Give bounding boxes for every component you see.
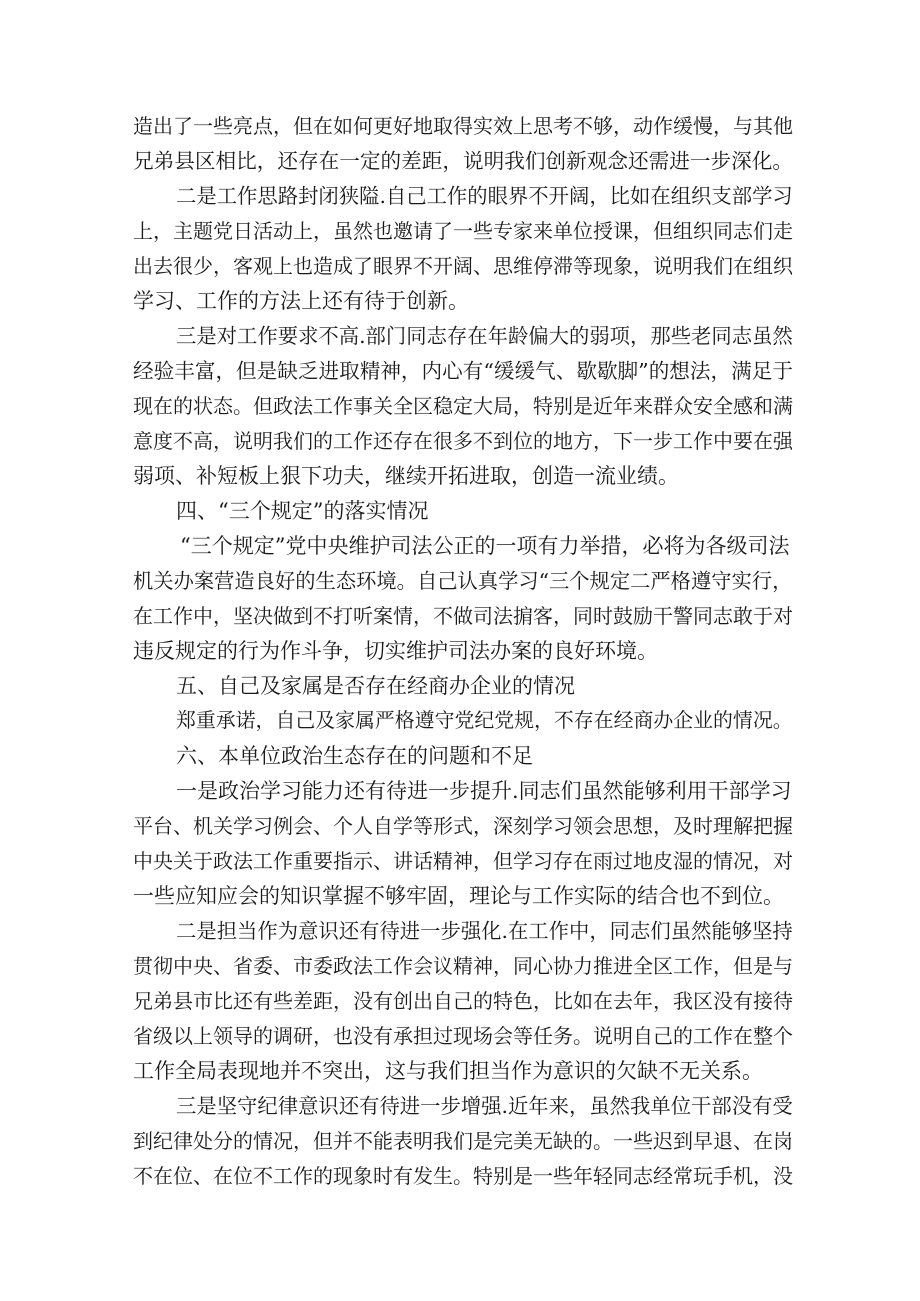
text-line-8: 经验丰富，但是缺乏进取精神，内心有“缓缓气、歇歇脚”的想法，满足于 [133, 359, 793, 383]
text-line-13: “三个规定”党中央维护司法公正的一项有力举措，必将为各级司法 [180, 534, 790, 558]
text-line-29: 三是坚守纪律意识还有待进一步增强.近年来，虽然我单位干部没有受 [176, 1094, 793, 1118]
text-line-9: 现在的状态。但政法工作事关全区稳定大局，特别是近年来群众安全感和满 [133, 394, 793, 418]
text-line-11: 弱项、补短板上狠下功夫，继续开拓进取，创造一流业绩。 [133, 464, 679, 488]
text-line-15: 在工作中，坚决做到不打听案情，不做司法掮客，同时鼓励干警同志敢于对 [133, 604, 793, 628]
section-heading-5: 五、自己及家属是否存在经商办企业的情况 [176, 674, 575, 698]
text-line-18: 郑重承诺，自己及家属严格遵守党纪党规，不存在经商办企业的情况。 [176, 709, 793, 732]
text-line-31: 不在位、在位不工作的现象时有发生。特别是一些年轻同志经常玩手机，没 [133, 1164, 793, 1188]
text-line-10: 意度不高，说明我们的工作还存在很多不到位的地方，下一步工作中要在强 [133, 429, 793, 453]
text-line-7: 三是对工作要求不高.部门同志存在年龄偏大的弱项，那些老同志虽然 [176, 324, 793, 348]
text-line-23: 一些应知应会的知识掌握不够牢固，理论与工作实际的结合也不到位。 [133, 884, 784, 908]
text-line-30: 到纪律处分的情况，但并不能表明我们是完美无缺的。一些迟到早退、在岗 [133, 1129, 793, 1153]
section-heading-4: 四、“三个规定”的落实情况 [176, 499, 429, 523]
text-line-2: 兄弟县区相比，还存在一定的差距，说明我们创新观念还需进一步深化。 [133, 149, 794, 173]
text-line-25: 贯彻中央、省委、市委政法工作会议精神，同心协力推进全区工作，但是与 [133, 954, 793, 978]
text-line-5: 出去很少，客观上也造成了眼界不开阔、思维停滞等现象，说明我们在组织 [133, 254, 793, 278]
text-line-28: 工作全局表现地并不突出，这与我们担当作为意识的欠缺不无关系。 [133, 1059, 763, 1083]
text-line-21: 平台、机关学习例会、个人自学等形式，深刻学习领会思想，及时理解把握 [133, 814, 793, 838]
text-line-14: 机关办案营造良好的生态环境。自己认真学习“三个规定二严格遵守实行， [133, 569, 793, 593]
text-line-3: 二是工作思路封闭狭隘.自己工作的眼界不开阔，比如在组织支部学习 [176, 184, 793, 208]
text-line-6: 学习、工作的方法上还有待于创新。 [133, 289, 469, 313]
section-heading-6: 六、本单位政治生态存在的问题和不足 [176, 744, 533, 768]
text-line-22: 中央关于政法工作重要指示、讲话精神，但学习存在雨过地皮湿的情况，对 [133, 849, 793, 873]
text-line-27: 省级以上领导的调研，也没有承担过现场会等任务。说明自己的工作在整个 [133, 1024, 793, 1048]
text-line-1: 造出了一些亮点，但在如何更好地取得实效上思考不够，动作缓慢，与其他 [133, 114, 793, 138]
text-line-16: 违反规定的行为作斗争，切实维护司法办案的良好环境。 [133, 639, 658, 663]
text-line-20: 一是政治学习能力还有待进一步提升.同志们虽然能够利用干部学习 [176, 779, 792, 803]
text-line-4: 上，主题党日活动上，虽然也邀请了一些专家来单位授课，但组织同志们走 [133, 219, 793, 243]
text-line-26: 兄弟县市比还有些差距，没有创出自己的特色，比如在去年，我区没有接待 [133, 989, 793, 1013]
text-line-24: 二是担当作为意识还有待进一步强化.在工作中，同志们虽然能够坚持 [176, 919, 793, 943]
